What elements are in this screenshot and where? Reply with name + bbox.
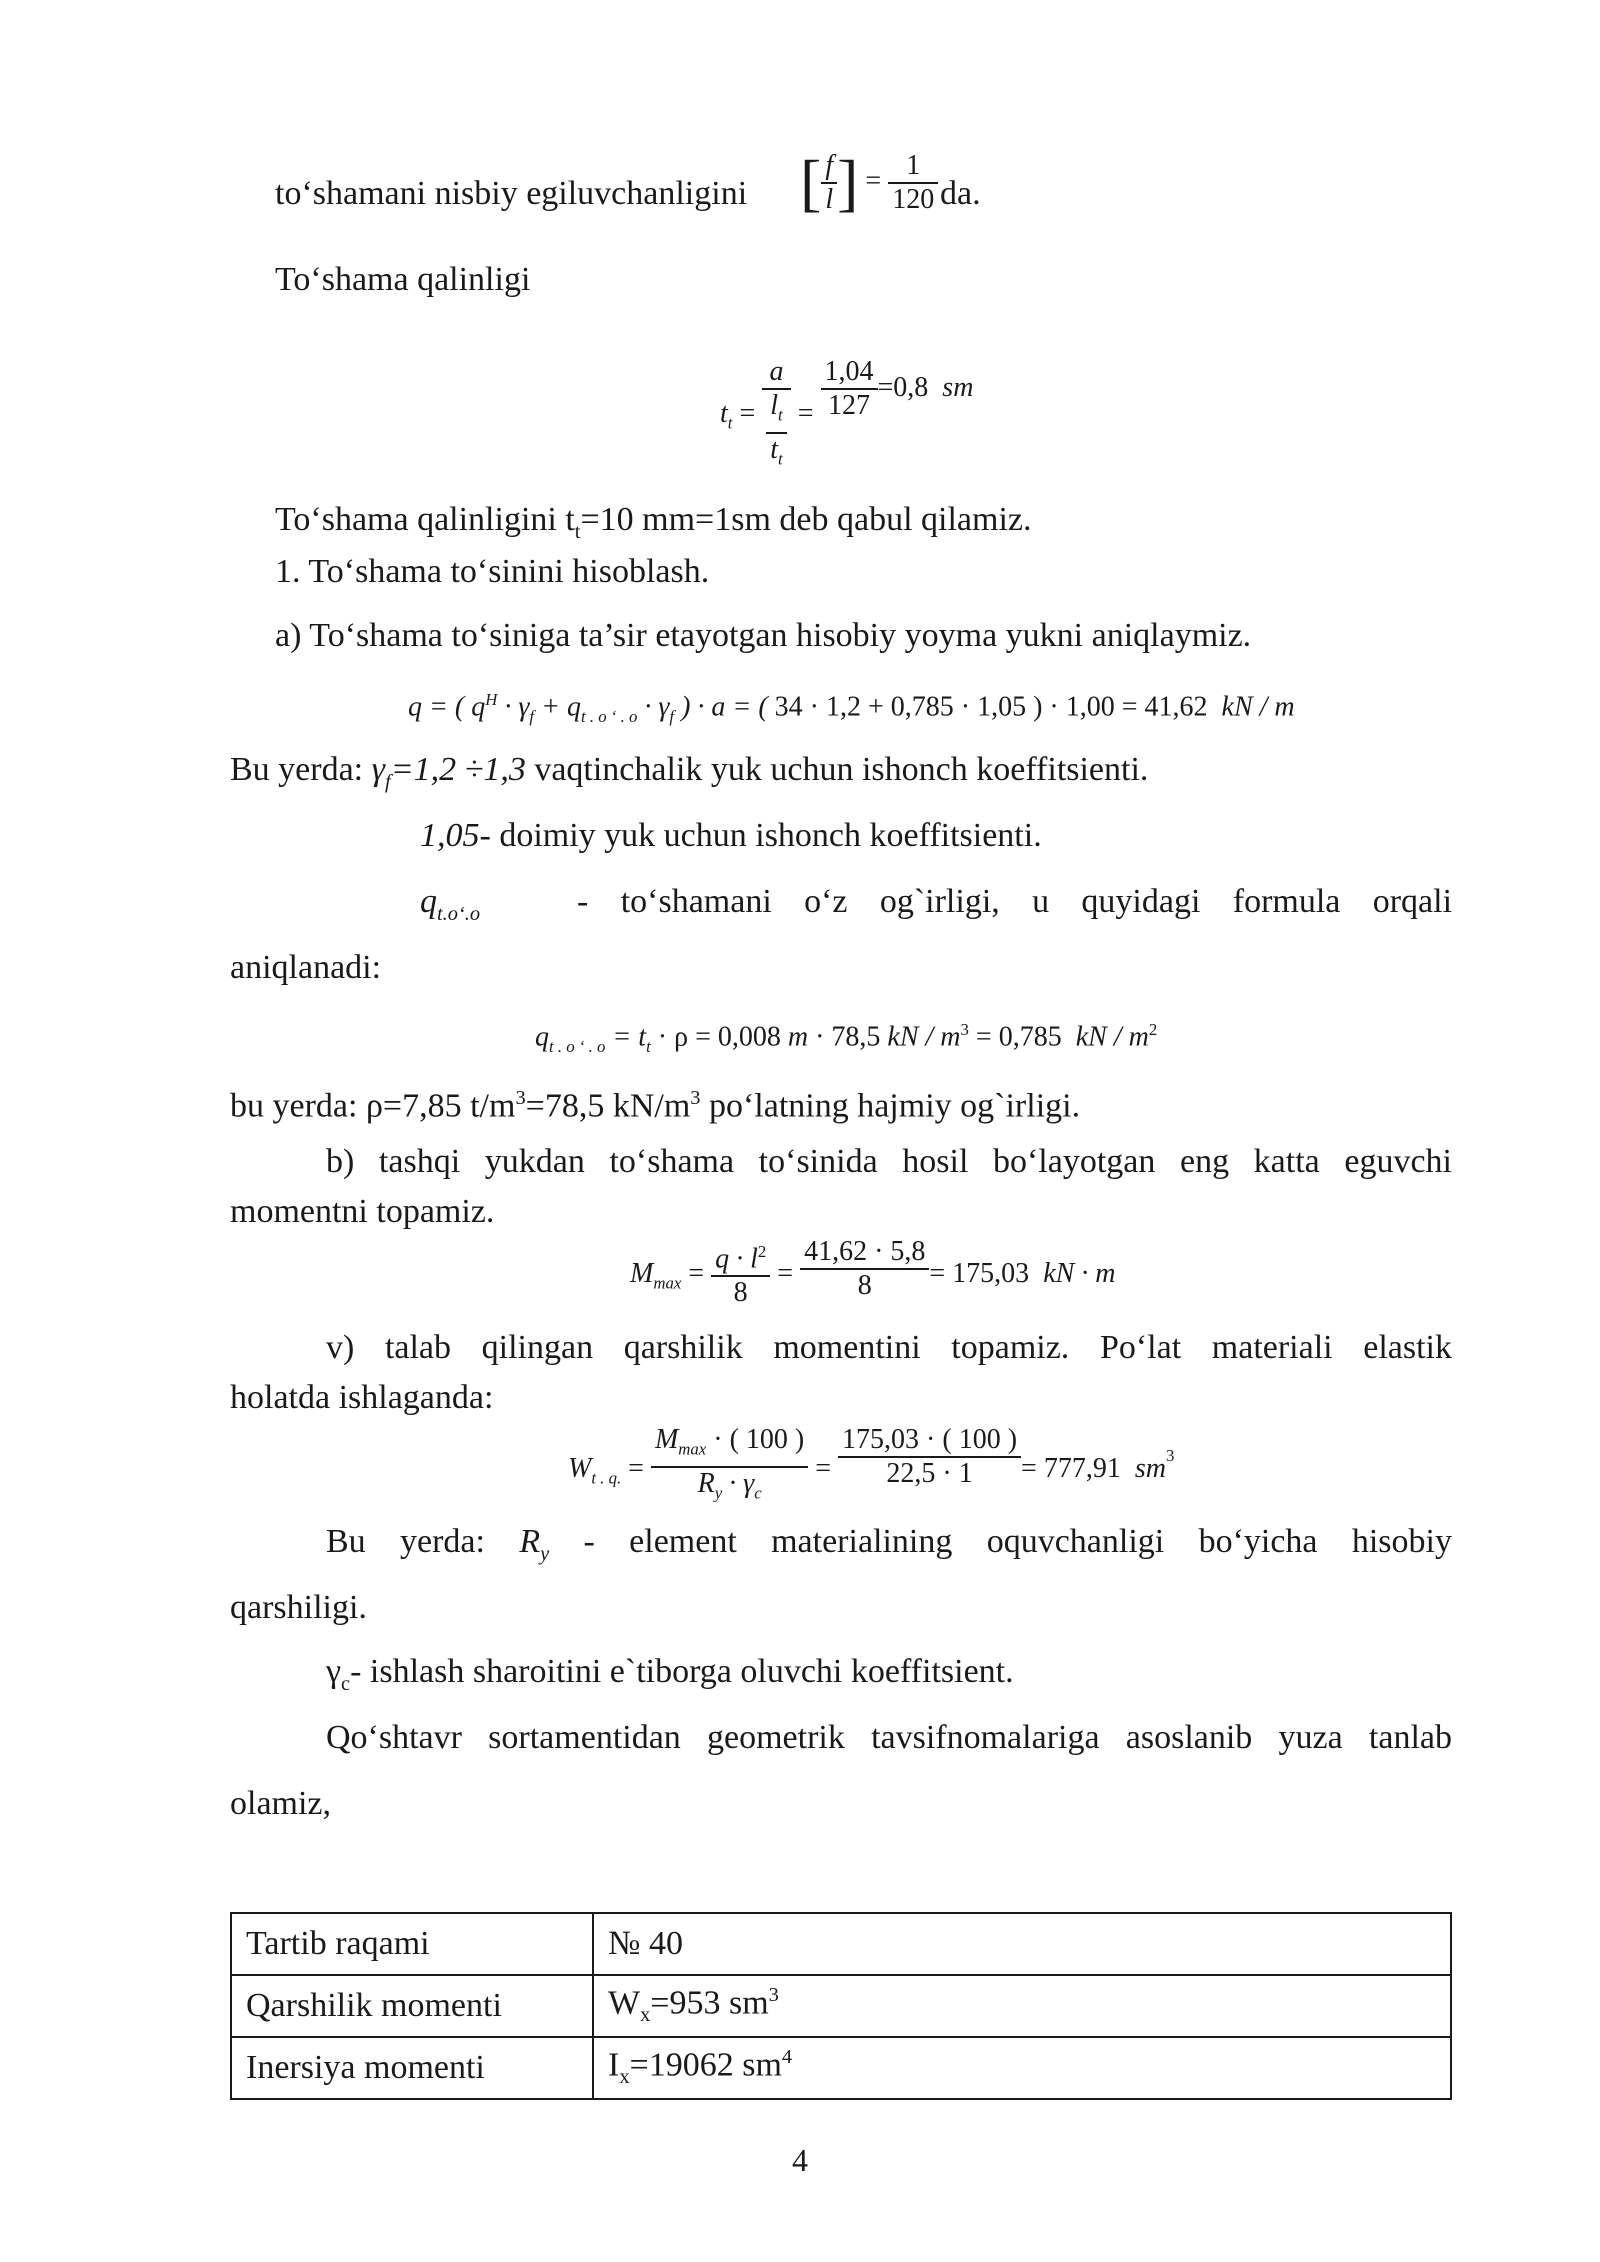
text-line-Ry-cont: qarshiligi. bbox=[230, 1589, 367, 1626]
text-line-rho: bu yerda: ρ=7,85 $t/m^3=78,5$ $kN/m^3$ po‘latning hajmiy og`irligi. bbox=[230, 1087, 1081, 1125]
text-line-b: b) tashqi yukdan to‘shama to‘sinida hosil bo‘layotgan eng katta eguvchi bbox=[326, 1143, 1452, 1180]
table-row bbox=[231, 1913, 1451, 1975]
text-line-gamma-c: $\gamma_c-$ ishlash sharoitini e`tiborga oluvchi koeffitsient. bbox=[326, 1653, 1014, 1695]
section-heading-1: 1. To‘shama to‘sinini hisoblash. bbox=[275, 553, 710, 590]
text-line-gamma-f: Bu yerda: $\gamma_f=1,2 \div 1,3$ vaqtinchalik yuk uchun ishonch koeffitsienti. bbox=[230, 751, 1149, 793]
text-line-v: v) talab qilingan qarshilik momentini topamiz. Po‘lat materiali elastik bbox=[326, 1329, 1452, 1366]
bracket-left: [ bbox=[800, 147, 822, 218]
text-line-b-cont: momentni topamiz. bbox=[230, 1193, 495, 1230]
table-cell-value: № 40 bbox=[593, 1913, 1451, 1975]
formula-deflection-ratio: [ $\frac{f}{l}$ ] = $\frac{1}{120}$ bbox=[800, 150, 938, 216]
page-number: 4 bbox=[792, 2142, 808, 2178]
table-cell-value: $I_x=19062$ $sm^4$ bbox=[593, 2037, 1451, 2099]
text-line-qoshtavr: Qo‘shtavr sortamentidan geometrik tavsifnomalariga asoslanib yuza tanlab bbox=[326, 1719, 1452, 1756]
text-aniqlanadi: aniqlanadi: bbox=[230, 949, 382, 986]
formula-thickness: $t_t$ = $\frac{a}{\frac{l_t}{t_t}}$ = $\frac{1,04}{127}$ =0,8 sm bbox=[720, 356, 974, 469]
text-line-qabul: To‘shama qalinligini $t_t=10$ mm=1sm deb qabul qilamiz. bbox=[275, 501, 1032, 543]
formula-max-moment: $M_{max}$ = $\frac{q \cdot l^2}{8}$ = $\frac{41,62 \cdot 5,8}{8}$ = 175,03 kN · m bbox=[630, 1236, 1116, 1309]
text-line-105: 1,05- doimiy yuk uchun ishonch koeffitsienti. bbox=[420, 817, 1042, 854]
text-egiluvchanlik: to‘shamani nisbiy egiluvchanligini bbox=[275, 175, 748, 212]
formula-distributed-load: q = ( $q^H \cdot \gamma_f + q_{t . o ‘ . o} \cdot \gamma_f$ ) · a = ( 34 · 1,2 + 0,785 · 1,05 ) · 1,00 = 41,62 kN / m bbox=[408, 690, 1295, 726]
table-cell-value: $W_x=953$ $sm^3$ bbox=[593, 1975, 1451, 2037]
table-row bbox=[231, 2037, 1451, 2099]
bracket-right: ] bbox=[837, 147, 859, 218]
table-cell-label: Qarshilik momenti bbox=[231, 1975, 593, 2037]
table-cell-label: Tartib raqami bbox=[231, 1913, 593, 1975]
text-line-olamiz: olamiz, bbox=[230, 1785, 332, 1822]
table-cell-label: Inersiya momenti bbox=[231, 2037, 593, 2099]
text-line-q-self-weight: $q_{t.o‘.o}$ - to‘shamani o‘z og`irligi, u quyidagi formula orqali bbox=[420, 883, 1453, 925]
formula-section-modulus: $W_{t . q.}$ = $\frac{M_{max} \cdot ( 100 )}{R_y \cdot \gamma_c}$ = $\frac{175,03 \cdot ( 100 )}{22,5 \cdot 1}$ = 777,91 sm$^3$ bbox=[568, 1424, 1175, 1503]
text-line-v-cont: holatda ishlaganda: bbox=[230, 1379, 494, 1416]
text-line-egiluvchanlik bbox=[275, 174, 747, 214]
table-row bbox=[231, 1975, 1451, 2037]
text-da: da. bbox=[940, 175, 981, 212]
text-line-a: a) To‘shama to‘siniga ta’sir etayotgan hisobiy yoyma yukni aniqlaymiz. bbox=[275, 617, 1252, 654]
text-line-Ry: Bu yerda: $R_y$ - element materialining oquvchanligi bo‘yicha hisobiy bbox=[326, 1523, 1452, 1565]
formula-self-weight: $q_{t . o ‘ . o} = t_t \cdot \rho = 0,008$ m · 78,5 kN / m$^3$ = 0,785 kN / m$^2$ bbox=[535, 1020, 1158, 1056]
beam-properties-table bbox=[230, 1912, 1452, 2100]
text-qalinligi-heading: To‘shama qalinligi bbox=[275, 261, 531, 298]
